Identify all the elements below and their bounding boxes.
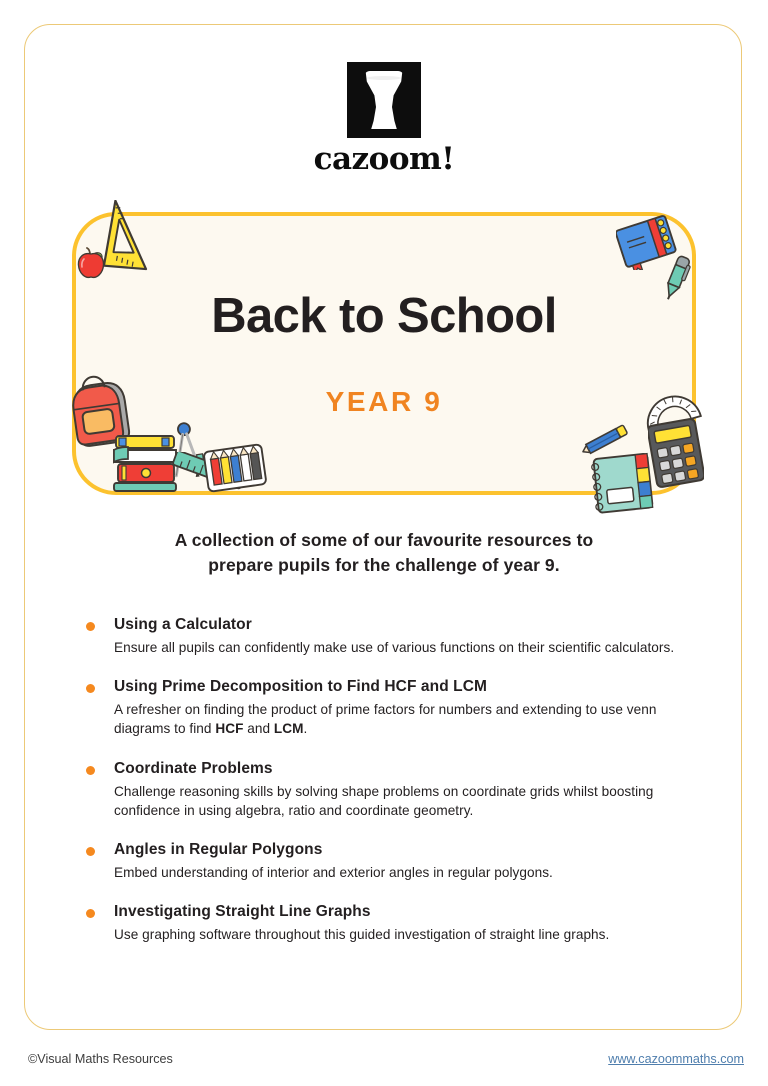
desc-part: and xyxy=(243,721,274,737)
bullet-icon xyxy=(86,622,95,631)
list-item[interactable] xyxy=(84,759,684,821)
resource-description: Challenge reasoning skills by solving shape problems on coordinate grids whilst boosting confidence in using algebra, ratio and coordinate geometry. xyxy=(114,783,654,818)
resource-title: Coordinate Problems xyxy=(114,759,273,777)
list-item[interactable] xyxy=(84,677,684,739)
brand-wordmark: cazoom! xyxy=(313,141,455,177)
desc-part: . xyxy=(303,721,308,737)
year-label: YEAR 9 xyxy=(325,386,443,417)
bullet-icon xyxy=(86,909,95,918)
brand-logo xyxy=(0,62,768,175)
intro-text xyxy=(114,528,654,579)
list-item[interactable] xyxy=(84,902,684,944)
bullet-icon xyxy=(86,766,95,775)
cazoom-drum-icon xyxy=(347,62,421,138)
resource-description: Use graphing software throughout this guided investigation of straight line graphs. xyxy=(114,927,610,943)
resource-title: Using a Calculator xyxy=(114,616,252,633)
intro-line-1: A collection of some of our favourite resources to xyxy=(174,530,594,550)
list-item[interactable] xyxy=(84,840,684,882)
resource-description: Ensure all pupils can confidently make use of various functions on their scientific calculators. xyxy=(114,639,675,655)
page-title: Back to School xyxy=(211,289,557,343)
bullet-icon xyxy=(86,684,95,693)
resource-title: Using Prime Decomposition to Find HCF and LCM xyxy=(114,678,488,696)
hero-banner xyxy=(72,212,696,495)
resource-description: Embed understanding of interior and exterior angles in regular polygons. xyxy=(114,865,553,881)
desc-emphasis: LCM xyxy=(273,721,304,737)
copyright-text: ©Visual Maths Resources xyxy=(28,1052,173,1066)
list-item[interactable] xyxy=(84,615,684,657)
resource-title: Investigating Straight Line Graphs xyxy=(114,903,371,921)
resource-title: Angles in Regular Polygons xyxy=(114,841,323,859)
page-footer xyxy=(24,1052,744,1072)
website-link[interactable]: www.cazoommaths.com xyxy=(608,1052,744,1066)
desc-part: A refresher on finding the product of prime factors for numbers and extending to use venn diagrams to find xyxy=(114,702,657,737)
resource-description xyxy=(114,700,684,739)
intro-line-2: prepare pupils for the challenge of year 9. xyxy=(208,555,560,576)
resource-list xyxy=(84,615,684,965)
desc-emphasis: HCF xyxy=(215,721,244,737)
bullet-icon xyxy=(86,847,95,856)
